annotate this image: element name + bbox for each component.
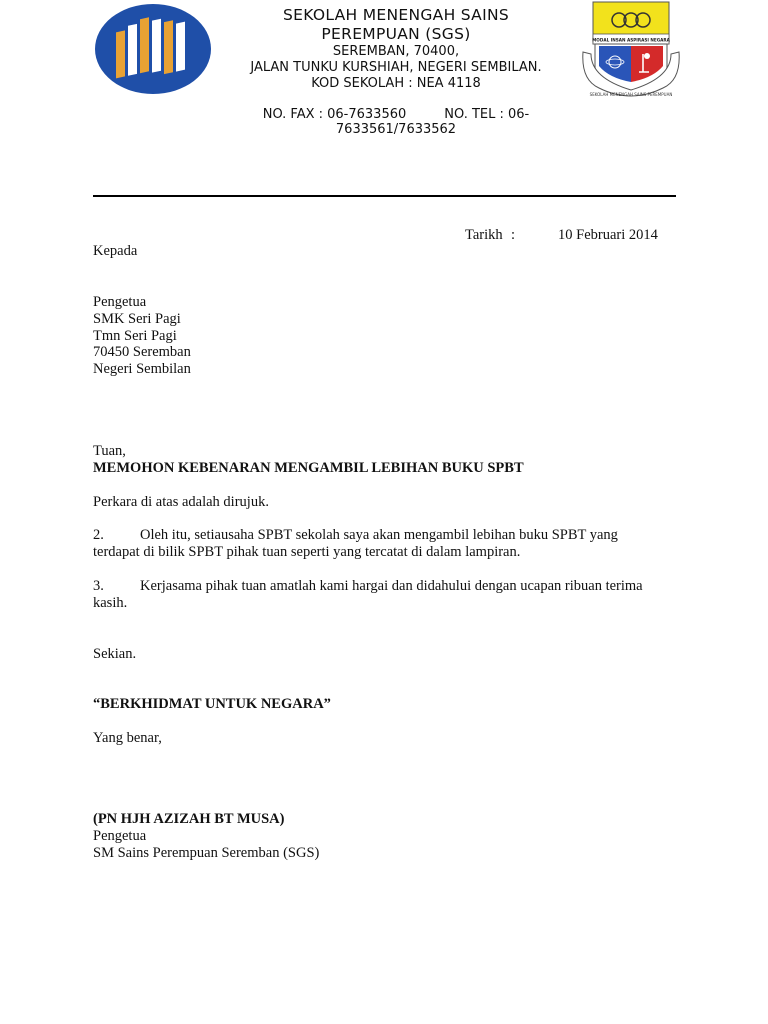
fax-number: NO. FAX : 06-7633560 [262,107,407,122]
school-name-line1: SEKOLAH MENENGAH SAINS [282,6,509,24]
motto: “BERKHIDMAT UNTUK NEGARA” [93,696,331,713]
to-label: Kepada [93,243,138,259]
letter-body [93,443,658,861]
paragraph-2-text: Oleh itu, setiausaha SPBT sekolah saya akan mengambil lebihan buku SPBT yang terdapat di bilik SPBT pihak tuan seperti yang tercatat di dalam lampiran. [93,527,618,561]
regards: Yang benar, [93,730,162,747]
date-label: Tarikh [465,227,503,243]
signer-organization: SM Sains Perempuan Seremban (SGS) [93,844,320,861]
salutation: Tuan, [93,443,126,459]
header-divider [93,195,676,197]
recipient-line: 70450 Seremban [93,344,191,361]
paragraph-1: Perkara di atas adalah dirujuk. [93,493,269,510]
contact-line [225,107,567,122]
svg-text:SEKOLAH MENENGAH SAINS PEREMPU: SEKOLAH MENENGAH SAINS PEREMPUAN [589,92,673,97]
paragraph-2-number: 2. [93,527,104,544]
paragraph-3-text: Kerjasama pihak tuan amatlah kami hargai dan didahului dengan ucapan ribuan terima kasih. [93,577,643,611]
signer-title: Pengetua [93,827,147,844]
school-name-line2: PEREMPUAN (SGS) [321,25,471,43]
date-value: 10 Februari 2014 [558,227,658,243]
paragraph-2 [93,527,658,561]
address-line2: JALAN TUNKU KURSHIAH, NEGERI SEMBILAN. [250,60,542,75]
closing: Sekian. [93,645,137,662]
recipient-line: Tmn Seri Pagi [93,327,177,344]
school-letterhead [225,6,567,137]
tel-number-part2: 7633561/7633562 [335,122,457,137]
svg-text:MODAL INSAN ASPIRASI NEGARA: MODAL INSAN ASPIRASI NEGARA [592,37,670,43]
school-code: KOD SEKOLAH : NEA 4118 [311,76,481,91]
signer-name: (PN HJH AZIZAH BT MUSA) [93,810,285,827]
recipient-address [93,294,191,378]
address-line1: SEREMBAN, 70400, [332,44,460,59]
school-crest-icon [577,0,685,100]
paragraph-3-number: 3. [93,577,104,594]
ministry-logo [94,3,212,95]
recipient-line: Pengetua [93,294,147,310]
tel-number-part1: NO. TEL : 06- [444,107,530,122]
recipient-line: Negeri Sembilan [93,361,191,378]
paragraph-3 [93,578,658,612]
subject-line: MEMOHON KEBENARAN MENGAMBIL LEBIHAN BUKU SPBT [93,459,524,476]
date-colon: : [511,227,516,243]
recipient-line: SMK Seri Pagi [93,310,181,327]
